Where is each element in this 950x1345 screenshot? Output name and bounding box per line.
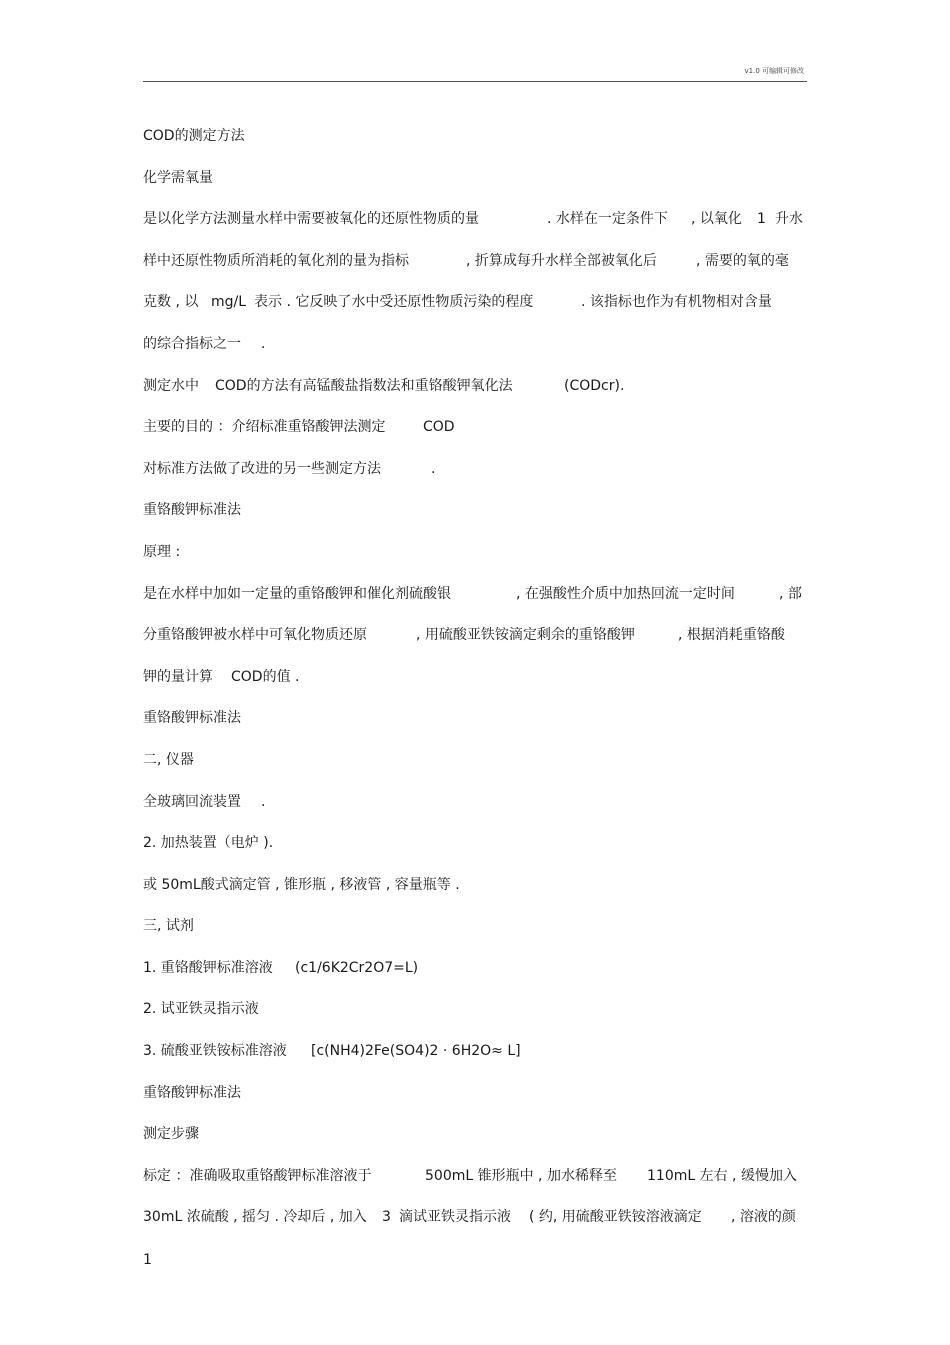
text-segment: 30mL 浓硫酸 , 摇匀 . 冷却后 , 加入 [143, 1209, 367, 1226]
text-segment: 1. 重铬酸钾标准溶液 [143, 959, 273, 976]
text-segment: (CODcr). [564, 377, 625, 394]
text-line [143, 326, 807, 368]
text-line [143, 118, 807, 160]
text-segment: 或 50mL酸式滴定管 , 锥形瓶 , 移液管 , 容量瓶等 . [143, 876, 460, 893]
text-segment: mg/L [211, 294, 247, 311]
text-segment: ( 约, 用硫酸亚铁铵溶液滴定 [529, 1209, 702, 1226]
text-line [143, 1158, 807, 1200]
text-segment: , 以氧化 [691, 211, 742, 228]
text-segment: 化学需氧量 [143, 169, 213, 186]
text-segment: 二, 仪器 [143, 751, 194, 768]
text-segment: , 用硫酸亚铁铵滴定剩余的重铬酸钾 [416, 627, 635, 644]
text-line [143, 451, 807, 493]
text-segment: 是以化学方法测量水样中需要被氧化的还原性物质的量 [143, 211, 479, 228]
text-line [143, 867, 807, 909]
text-segment: COD的值 . [231, 668, 300, 685]
text-segment: 对标准方法做了改进的另一些测定方法 [143, 460, 381, 477]
text-segment: 升水 [775, 211, 803, 228]
text-segment: 的综合指标之一 [143, 335, 241, 352]
text-segment: . [261, 335, 266, 352]
version-tag: v1.0 可编辑可修改 [744, 67, 804, 75]
text-line [143, 1075, 807, 1117]
text-segment: , 根据消耗重铬酸 [678, 627, 785, 644]
text-segment: (c1/6K2Cr2O7=L) [295, 959, 419, 976]
text-line [143, 409, 807, 451]
text-segment: , 需要的氧的毫 [696, 252, 789, 269]
text-line [143, 201, 807, 243]
text-segment: 滴试亚铁灵指示液 [399, 1209, 511, 1226]
text-segment: 是在水样中加如一定量的重铬酸钾和催化剂硫酸银 [143, 585, 451, 602]
text-line [143, 991, 807, 1033]
text-segment: 样中还原性物质所消耗的氧化剂的量为指标 [143, 252, 409, 269]
text-segment: 标定 ：准确吸取重铬酸钾标准溶液于 [143, 1167, 372, 1184]
page-number: 1 [143, 1252, 152, 1268]
text-line [143, 908, 807, 950]
text-segment: 110mL 左右 , 缓慢加入 [647, 1167, 797, 1184]
text-line [143, 700, 807, 742]
text-segment: 测定水中 [143, 377, 199, 394]
text-segment: 主要的目的 ：介绍标准重铬酸钾法测定 [143, 419, 386, 436]
text-line [143, 1033, 807, 1075]
text-line [143, 492, 807, 534]
text-segment: 2. 加热装置（电炉 ). [143, 835, 274, 852]
text-line [143, 784, 807, 826]
text-line [143, 284, 807, 326]
text-segment: 克数 , 以 [143, 294, 199, 311]
text-line [143, 243, 807, 285]
text-line [143, 1116, 807, 1158]
text-segment: . 该指标也作为有机物相对含量 [581, 294, 772, 311]
text-segment: 测定步骤 [143, 1126, 199, 1143]
text-segment: COD的方法有高锰酸盐指数法和重铬酸钾氧化法 [215, 377, 513, 394]
text-segment: 重铬酸钾标准法 [143, 502, 241, 519]
text-line [143, 1199, 807, 1241]
text-segment: 表示 . 它反映了水中受还原性物质污染的程度 [254, 294, 534, 311]
header-rule [143, 81, 807, 82]
text-segment: [c(NH4)2Fe(SO4)2 · 6H2O≈ L] [311, 1043, 521, 1060]
text-line [143, 659, 807, 701]
text-line [143, 825, 807, 867]
text-segment: 1 [757, 211, 766, 228]
text-segment: 全玻璃回流装置 [143, 793, 241, 810]
text-segment: 3. 硫酸亚铁铵标准溶液 [143, 1043, 287, 1060]
text-line [143, 160, 807, 202]
text-segment: 3 [382, 1209, 391, 1226]
text-line [143, 617, 807, 659]
text-segment: 分重铬酸钾被水样中可氧化物质还原 [143, 627, 367, 644]
text-segment: . [431, 460, 436, 477]
text-segment: . 水样在一定条件下 [547, 211, 668, 228]
text-segment: 钾的量计算 [143, 668, 213, 685]
text-segment: COD [423, 419, 455, 436]
text-segment: , 溶液的颜 [731, 1209, 796, 1226]
text-segment: 2. 试亚铁灵指示液 [143, 1001, 259, 1018]
text-segment: 三, 试剂 [143, 918, 194, 935]
text-segment: , 在强酸性介质中加热回流一定时间 [516, 585, 735, 602]
text-line [143, 576, 807, 618]
text-line [143, 742, 807, 784]
text-segment: COD的测定方法 [143, 128, 245, 144]
document-body [143, 118, 807, 1241]
text-segment: , 部 [779, 585, 802, 602]
text-line [143, 950, 807, 992]
text-segment: 500mL 锥形瓶中 , 加水稀释至 [425, 1167, 617, 1184]
text-segment: 重铬酸钾标准法 [143, 710, 241, 727]
text-segment: , 折算成每升水样全部被氧化后 [466, 252, 657, 269]
text-line [143, 368, 807, 410]
text-segment: 重铬酸钾标准法 [143, 1084, 241, 1101]
text-segment: 原理 : [143, 543, 181, 560]
text-line [143, 534, 807, 576]
text-segment: . [261, 793, 266, 810]
